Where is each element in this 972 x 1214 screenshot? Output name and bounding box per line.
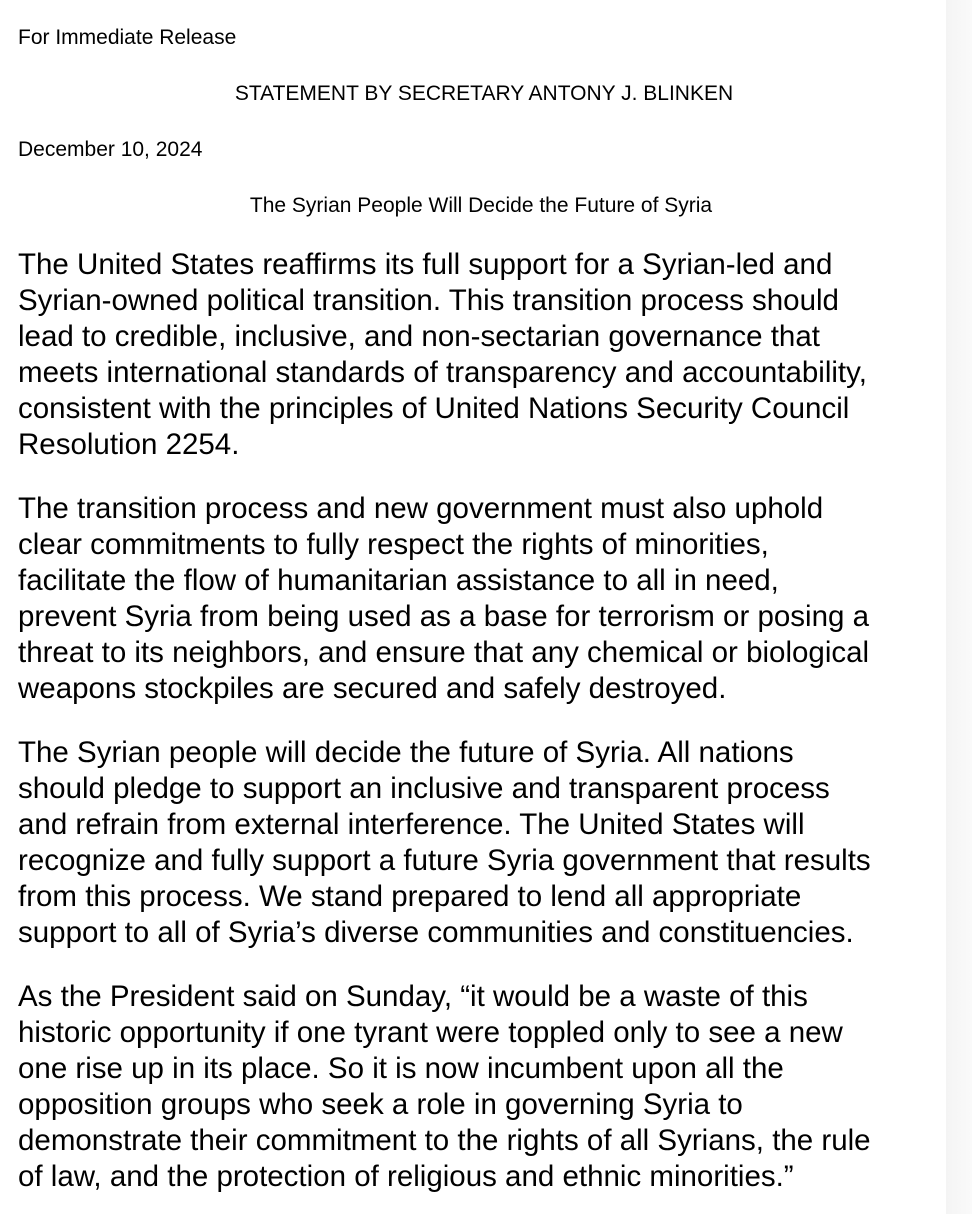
statement-subtitle: The Syrian People Will Decide the Future of Syria [249, 194, 713, 217]
statement-header: STATEMENT BY SECRETARY ANTONY J. BLINKEN [234, 82, 734, 105]
paragraph-1 [18, 247, 958, 463]
paragraph-line: one rise up in its place. So it is now incumbent upon all the [18, 1052, 784, 1085]
paragraph-line: consistent with the principles of United Nations Security Council [18, 392, 850, 425]
paragraph-line: prevent Syria from being used as a base for terrorism or posing a [18, 600, 869, 633]
paragraph-line: lead to credible, inclusive, and non-sectarian governance that [18, 320, 820, 353]
scroll-gutter[interactable] [946, 0, 972, 1214]
paragraph-line: should pledge to support an inclusive and transparent process [18, 772, 830, 805]
paragraph-line: weapons stockpiles are secured and safely destroyed. [18, 672, 727, 705]
paragraph-line: demonstrate their commitment to the rights of all Syrians, the rule [18, 1124, 871, 1157]
paragraph-line: recognize and fully support a future Syria government that results [18, 844, 871, 877]
paragraph-4 [18, 979, 958, 1195]
paragraph-line: clear commitments to fully respect the rights of minorities, [18, 528, 769, 561]
paragraph-line: facilitate the flow of humanitarian assistance to all in need, [18, 564, 779, 597]
paragraph-line: The transition process and new government must also uphold [18, 492, 824, 525]
paragraph-line: meets international standards of transparency and accountability, [18, 356, 867, 389]
paragraph-line: historic opportunity if one tyrant were toppled only to see a new [18, 1016, 843, 1049]
paragraph-line: threat to its neighbors, and ensure that any chemical or biological [18, 636, 870, 669]
statement-date: December 10, 2024 [18, 138, 203, 161]
paragraph-line: opposition groups who seek a role in governing Syria to [18, 1088, 743, 1121]
paragraph-line: support to all of Syria’s diverse communities and constituencies. [18, 916, 854, 949]
paragraph-line: Resolution 2254. [18, 428, 240, 461]
paragraph-3 [18, 735, 958, 951]
paragraph-line: of law, and the protection of religious and ethnic minorities.” [18, 1160, 794, 1193]
paragraph-line: Syrian-owned political transition. This transition process should [18, 284, 839, 317]
paragraph-2 [18, 491, 958, 707]
release-label: For Immediate Release [18, 26, 237, 49]
paragraph-line: The United States reaffirms its full support for a Syrian-led and [18, 248, 833, 281]
paragraph-line: from this process. We stand prepared to lend all appropriate [18, 880, 802, 913]
paragraph-line: The Syrian people will decide the future of Syria. All nations [18, 736, 794, 769]
paragraph-line: and refrain from external interference. The United States will [18, 808, 805, 841]
paragraph-line: As the President said on Sunday, “it would be a waste of this [18, 980, 808, 1013]
